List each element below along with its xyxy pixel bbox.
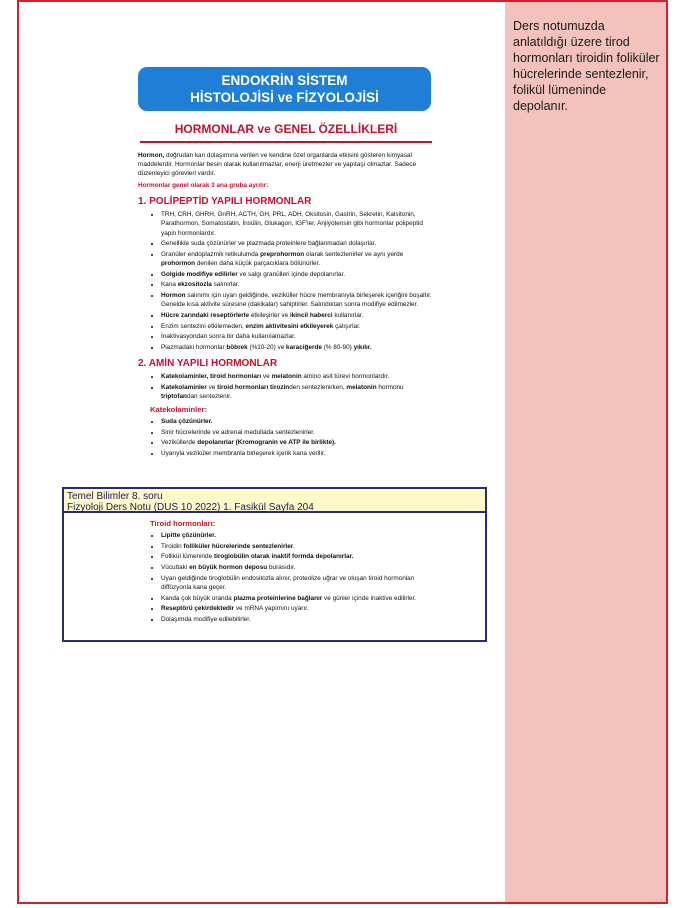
bold-text: Katekolaminler, tiroid hormonları [161,373,262,381]
text: (%10-20) ve [247,343,287,351]
catecholamines-heading: Katekolaminler: [150,404,207,414]
bold-text: Lipitte çözünürler. [161,532,217,539]
list-item [161,449,434,458]
list-item [161,428,434,437]
bold-text: depolanırlar (Kromogranin ve ATP ile birlikte). [197,439,336,447]
text: etkileşirler ve [249,311,290,319]
text: Follikül lümeninde [161,553,214,561]
bold-text: melatonin [271,373,302,381]
list-item [161,604,434,613]
bold-text: tiroid hormonları tirozin [217,383,290,391]
text: salınımı için uyarı geldiğinde, veziküller hücre membranıyla birleşerek içeriğini boşaltır. Genelde kısa aktivite süresine (dakikalar) sahiptirler. Salındıktan sonra modifiye edilmezler. [161,292,432,309]
text: den sentezlenirken, [289,383,347,391]
thyroid-section [138,515,434,626]
text: Tiroidin [161,542,184,550]
intro-paragraph [138,151,434,178]
annotation-sidebar [505,2,666,902]
list-item [161,574,434,592]
bold-text: folliküler hücrelerinde sentezlenirler [183,542,294,550]
text: çalışırlar. [333,322,361,330]
amine-heading: 2. AMİN YAPILI HORMONLAR [138,358,278,370]
list-item [161,291,434,309]
polypeptide-list [138,210,434,352]
bold-text: ikincil haberci [289,311,333,319]
text: Vücuttaki [161,564,190,572]
callout-line-2: Fizyoloji Ders Notu (DUS 10 2022) 1. Fasikül Sayfa 204 [67,502,314,513]
list-item [161,322,434,331]
list-item [161,280,434,289]
text: ve [261,373,272,381]
catecholamines-list [138,417,434,458]
polypeptide-heading: 1. POLİPEPTİD YAPILI HORMONLAR [138,196,312,208]
banner-line-1: ENDOKRİN SİSTEM [221,73,348,88]
list-item [161,270,434,279]
thyroid-heading: Tiroid hormonları: [150,519,216,528]
bold-text: plazma proteinlerine bağlanır [233,594,323,602]
callout-line-1: Temel Bilimler 8. soru [67,491,163,502]
intro-bold: Hormon, [138,152,165,159]
text: ve [206,383,218,391]
text: TRH, CRH, GHRH, GnRH, ACTH, GH, PRL, ADH, Oksitosin, Gastrin, Sekretin, Kalsitonin, Parathormon, Somatostatin, İnsülin, Glukagon, IGF'ler, Anjiyotensin gibi hormonlar polipeptid yapılı hormonlardır. [161,211,423,237]
list-item [161,438,434,447]
text: Genellikle suda çözünürler ve plazmada proteinlere bağlanmadan dolaşırlar. [161,240,377,248]
text: Granüler endoplazmik retikulumda [161,250,261,258]
list-item [161,239,434,248]
text: Uyarı geldiğinde tiroglobülin endositozla alınır, proteolize uğrar ve oluşan tiroid hormonları diffüzyonla kana geçer. [161,574,415,591]
text: dan sentezlenir. [186,392,232,400]
text: amino asit türevi hormonlardır. [301,373,390,381]
text: ve salgı granülleri içinde depolanırlar. [237,270,346,278]
list-item [161,531,434,540]
bold-text: prohormon [161,260,196,268]
banner-line-2: HİSTOLOJİSİ ve FİZYOLOJİSİ [190,90,379,105]
bold-text: böbrek [226,343,248,351]
bold-text: en büyük hormon deposu [189,564,268,572]
bold-text: ekzositozla [177,281,212,289]
list-item [161,417,434,426]
text: ve günler içinde inaktive edilirler. [322,594,417,602]
bold-text: Hormon [161,292,186,300]
title-divider [140,141,432,143]
text: . [293,542,296,550]
bold-text: Golgide modifiye edilirler [161,270,238,278]
list-item [161,615,434,624]
bold-text: yıkılır. [353,343,372,351]
question-callout [62,487,487,513]
list-item [161,311,434,320]
side-note: Ders notumuzda anlatıldığı üzere tirod hormonları tiroidin foliküler hücrelerinde sentezlenir, folikül lümeninde depolanır. [513,19,660,113]
bold-text: Hücre zarındaki reseptörlerle [161,311,250,319]
text: Uyarıyla veziküler membranla birleşerek içerik kana verilir. [161,449,326,457]
section-title: HORMONLAR ve GENEL ÖZELLİKLERİ [174,122,398,136]
bold-text: Suda çözünürler. [161,417,213,425]
bold-text: Katekolaminler [161,383,207,391]
text: Veziküllerde [161,439,198,447]
text: Plazmadaki hormonlar [161,343,227,351]
list-item [161,332,434,341]
text: İnaktivasyondan sonra bir daha kullanılamazlar. [161,333,296,341]
bold-text: Reseptörü çekirdektedir [161,605,235,613]
bold-text: enzim aktivitesini etkileyerek [245,322,334,330]
list-item [161,383,434,401]
list-item [161,563,434,572]
intro-text: doğrudan kan dolaşımına verilen ve kendine özel organlarda etkisini gösteren kimyasal maddelerdir. Hormonlar besin olarak kullanılmazlar, enerji üretmezler ve yapıtaşı olmazlar. Sadece düzenleyici görevleri vardır. [138,152,417,178]
amine-list [138,372,434,401]
list-item [161,552,434,561]
text: Kanda çok büyük oranda [161,594,234,602]
chapter-banner [138,67,431,111]
text: salınırlar. [211,281,240,289]
list-item [161,372,434,381]
bold-text: preprohormon [260,250,305,258]
bold-text: tiroglobülin olarak inaktif formda depolanırlar. [213,553,354,561]
text: olarak sentezlenirler ve aynı yerde [304,250,404,258]
list-item [161,250,434,268]
text: kullanırlar. [332,311,364,319]
text: denilen daha küçük parçacıklara bölünürler. [195,260,321,268]
bold-text: karaciğerde [286,343,322,351]
text: hormonu [376,383,404,391]
list-item [161,542,434,551]
groups-heading: Hormonlar genel olarak 3 ana gruba ayrılır: [138,182,269,190]
text: Enzim sentezini etkilemeden, [161,322,246,330]
document-body [138,151,434,460]
text: Dolaşımda modifiye edilebilirler. [161,615,251,623]
text: Kana [161,281,178,289]
text: ve mRNA yapımını uyarır. [234,605,309,613]
text: Sinir hücrelerinde ve adrenal medullada sentezlenirler. [161,428,315,436]
thyroid-list [138,531,434,624]
text: burasıdır. [267,564,296,572]
list-item [161,343,434,352]
bold-text: triptofan [161,392,187,400]
list-item [161,210,434,237]
text: (% 80-90) [321,343,354,351]
list-item [161,594,434,603]
bold-text: melatonin [346,383,377,391]
